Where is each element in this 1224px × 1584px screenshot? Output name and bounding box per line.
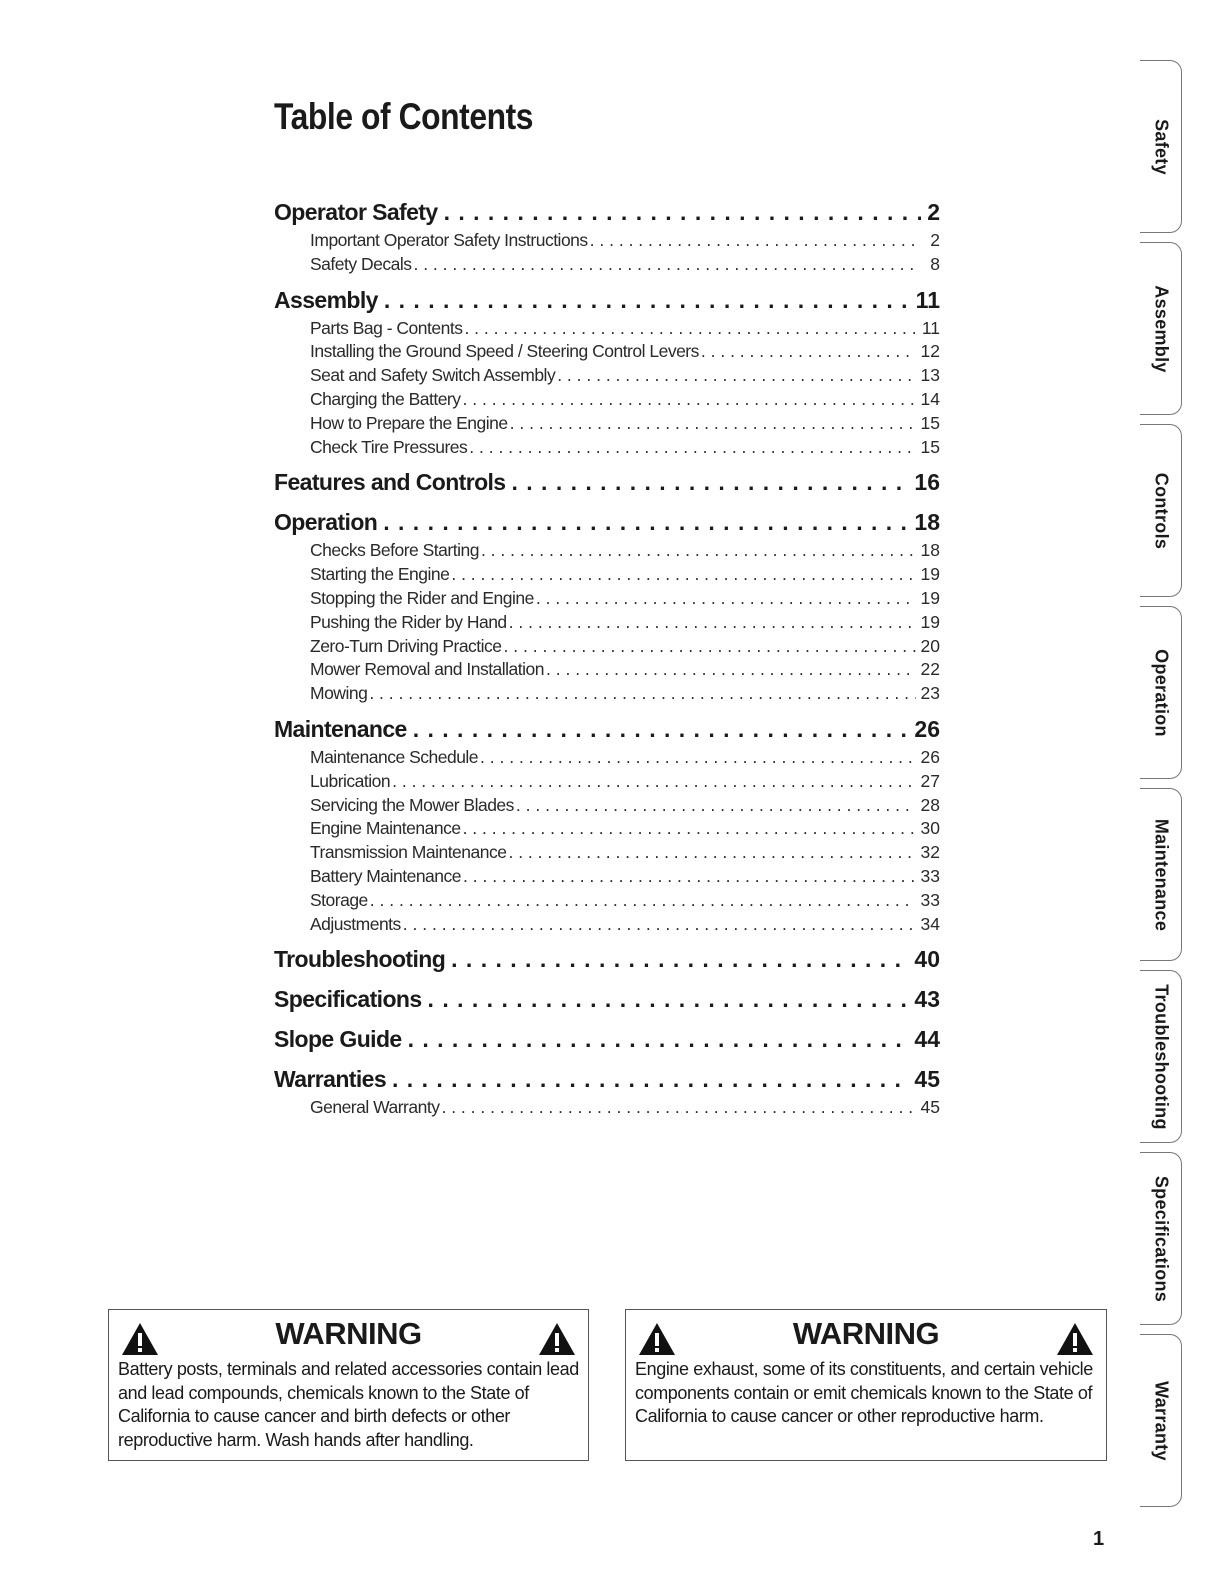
toc-section-slope-guide bbox=[274, 1023, 940, 1056]
page-ref: 45 bbox=[914, 1066, 940, 1093]
tab-troubleshooting[interactable] bbox=[1140, 970, 1182, 1143]
entry-title: Maintenance Schedule bbox=[310, 746, 479, 767]
dot-leader bbox=[451, 563, 916, 587]
toc-section-heading[interactable] bbox=[274, 196, 940, 229]
toc-section-troubleshooting bbox=[274, 943, 940, 976]
dot-leader bbox=[508, 841, 916, 865]
dot-leader bbox=[481, 539, 916, 563]
entry-title: Seat and Safety Switch Assembly bbox=[310, 365, 556, 386]
dot-leader bbox=[413, 253, 916, 277]
page-title: Table of Contents bbox=[274, 96, 534, 137]
page-ref: 2 bbox=[930, 230, 940, 250]
entry-title: How to Prepare the Engine bbox=[310, 412, 508, 433]
toc-entry[interactable] bbox=[274, 817, 940, 841]
warning-text: Battery posts, terminals and related accessories contain lead and lead compounds, chemicals known to the State of California to cause cancer and birth defects or other reproductive harm. Wash hands after handling. bbox=[118, 1359, 579, 1450]
engine-exhaust-warning-box bbox=[625, 1309, 1107, 1461]
page-ref: 33 bbox=[920, 865, 940, 886]
tab-operation[interactable] bbox=[1140, 606, 1182, 779]
tab-label: Maintenance bbox=[1151, 818, 1171, 931]
warning-heading: WARNING bbox=[275, 1316, 422, 1351]
page-ref: 34 bbox=[920, 913, 940, 934]
dot-leader bbox=[464, 317, 916, 341]
toc-entry[interactable] bbox=[274, 682, 940, 706]
dot-leader bbox=[509, 611, 916, 635]
toc-entry[interactable] bbox=[274, 436, 940, 460]
tab-maintenance[interactable] bbox=[1140, 788, 1182, 961]
toc-entry[interactable] bbox=[274, 746, 940, 770]
entry-title: Pushing the Rider by Hand bbox=[310, 611, 507, 632]
warning-triangle-icon bbox=[538, 1322, 576, 1356]
entry-title: Checks Before Starting bbox=[310, 540, 479, 561]
toc-entry[interactable] bbox=[274, 913, 940, 937]
dot-leader bbox=[463, 817, 916, 841]
page-ref: 8 bbox=[930, 253, 940, 274]
entry-title: Safety Decals bbox=[310, 253, 412, 274]
toc-section-operation bbox=[274, 506, 940, 706]
toc-entry[interactable] bbox=[274, 340, 940, 364]
dot-leader bbox=[480, 746, 916, 770]
dot-leader bbox=[403, 913, 916, 937]
page-ref: 18 bbox=[920, 540, 940, 561]
toc-section-heading[interactable] bbox=[274, 943, 940, 976]
dot-leader bbox=[557, 364, 916, 388]
page-ref: 26 bbox=[920, 746, 940, 767]
tab-label: Safety bbox=[1151, 118, 1171, 175]
entry-title: Parts Bag - Contents bbox=[310, 317, 463, 338]
dot-leader bbox=[451, 943, 908, 976]
page-ref: 19 bbox=[920, 611, 940, 632]
page-ref: 12 bbox=[920, 341, 940, 362]
entry-title: General Warranty bbox=[310, 1097, 440, 1118]
page-ref: 11 bbox=[915, 286, 940, 313]
entry-title: Specifications bbox=[274, 986, 422, 1013]
dot-leader bbox=[701, 340, 916, 364]
battery-warning-box bbox=[108, 1309, 589, 1461]
toc-section-maintenance bbox=[274, 713, 940, 936]
dot-leader bbox=[469, 436, 916, 460]
warning-triangle-icon bbox=[1056, 1322, 1094, 1356]
dot-leader bbox=[383, 506, 908, 539]
tab-specifications[interactable] bbox=[1140, 1152, 1182, 1325]
entry-title: Starting the Engine bbox=[310, 564, 450, 585]
table-of-contents bbox=[274, 196, 940, 1127]
dot-leader bbox=[444, 196, 922, 229]
entry-title: Important Operator Safety Instructions bbox=[310, 230, 588, 250]
toc-section-heading[interactable] bbox=[274, 1023, 940, 1056]
dot-leader bbox=[392, 770, 916, 794]
toc-entry[interactable] bbox=[274, 865, 940, 889]
entry-title: Storage bbox=[310, 889, 368, 910]
toc-entry[interactable] bbox=[274, 889, 940, 913]
tab-label: Operation bbox=[1151, 648, 1171, 737]
dot-leader bbox=[428, 983, 909, 1016]
tab-label: Controls bbox=[1151, 472, 1171, 549]
dot-leader bbox=[546, 658, 916, 682]
dot-leader bbox=[441, 1096, 916, 1120]
page-ref: 22 bbox=[920, 659, 940, 680]
page-ref: 40 bbox=[914, 946, 940, 973]
page-ref: 28 bbox=[920, 794, 940, 815]
toc-section-heading[interactable] bbox=[274, 506, 940, 539]
toc-entry[interactable] bbox=[274, 388, 940, 412]
toc-entry[interactable] bbox=[274, 587, 940, 611]
page-ref: 16 bbox=[914, 469, 940, 496]
dot-leader bbox=[408, 1023, 909, 1056]
entry-title: Lubrication bbox=[310, 770, 391, 791]
warning-text: Engine exhaust, some of its constituents, and certain vehicle components contain or emit chemicals known to the State of California to cause cancer or other reproductive harm. bbox=[635, 1359, 1093, 1426]
toc-entry[interactable] bbox=[274, 841, 940, 865]
toc-entry[interactable] bbox=[274, 611, 940, 635]
toc-entry[interactable] bbox=[274, 658, 940, 682]
tab-label: Warranty bbox=[1151, 1380, 1171, 1461]
tab-safety[interactable] bbox=[1140, 60, 1182, 233]
entry-title: Engine Maintenance bbox=[310, 818, 461, 839]
page-ref: 30 bbox=[920, 818, 940, 839]
page-ref: 33 bbox=[920, 889, 940, 910]
dot-leader bbox=[370, 889, 916, 913]
entry-title: Adjustments bbox=[310, 913, 401, 934]
page-ref: 13 bbox=[920, 365, 940, 386]
toc-section-warranties bbox=[274, 1063, 940, 1120]
toc-section-heading[interactable] bbox=[274, 466, 940, 499]
entry-title: Troubleshooting bbox=[274, 946, 446, 973]
page-ref: 20 bbox=[920, 635, 940, 656]
dot-leader bbox=[536, 587, 916, 611]
toc-entry[interactable] bbox=[274, 364, 940, 388]
toc-section-features-and-controls bbox=[274, 466, 940, 499]
entry-title: Mowing bbox=[310, 683, 368, 704]
entry-title: Installing the Ground Speed / Steering Control Levers bbox=[310, 341, 699, 362]
toc-entry[interactable] bbox=[274, 412, 940, 436]
dot-leader bbox=[510, 412, 916, 436]
entry-title: Maintenance bbox=[274, 715, 407, 742]
dot-leader bbox=[516, 794, 916, 818]
toc-section-heading[interactable] bbox=[274, 1063, 940, 1096]
page-ref: 18 bbox=[914, 509, 940, 536]
toc-entry[interactable] bbox=[274, 1096, 940, 1120]
tab-label: Troubleshooting bbox=[1151, 983, 1171, 1130]
page-ref: 23 bbox=[920, 683, 940, 704]
page-ref: 19 bbox=[920, 564, 940, 585]
dot-leader bbox=[369, 682, 916, 706]
page-ref: 15 bbox=[920, 412, 940, 433]
entry-title: Features and Controls bbox=[274, 469, 506, 496]
dot-leader bbox=[504, 635, 916, 659]
entry-title: Operator Safety bbox=[274, 199, 438, 225]
page-number: 1 bbox=[1093, 1528, 1105, 1550]
page-ref: 45 bbox=[920, 1097, 940, 1118]
entry-title: Servicing the Mower Blades bbox=[310, 794, 514, 815]
toc-entry[interactable] bbox=[274, 794, 940, 818]
page-ref: 26 bbox=[914, 715, 940, 742]
page-ref: 11 bbox=[921, 317, 940, 338]
entry-title: Transmission Maintenance bbox=[310, 842, 507, 863]
toc-entry[interactable] bbox=[274, 229, 940, 253]
toc-section-specifications bbox=[274, 983, 940, 1016]
tab-assembly[interactable] bbox=[1140, 242, 1182, 415]
dot-leader bbox=[463, 865, 916, 889]
dot-leader bbox=[463, 388, 916, 412]
entry-title: Slope Guide bbox=[274, 1026, 402, 1053]
page-ref: 2 bbox=[927, 199, 940, 225]
page-ref: 27 bbox=[920, 770, 940, 791]
tab-warranty[interactable] bbox=[1140, 1334, 1182, 1507]
toc-section-assembly bbox=[274, 284, 940, 460]
warning-heading: WARNING bbox=[792, 1316, 940, 1351]
entry-title: Zero-Turn Driving Practice bbox=[310, 635, 502, 656]
page-ref: 43 bbox=[914, 986, 940, 1013]
dot-leader bbox=[413, 713, 909, 746]
toc-entry[interactable] bbox=[274, 563, 940, 587]
toc-section-heading[interactable] bbox=[274, 284, 940, 317]
toc-section-heading[interactable] bbox=[274, 713, 940, 746]
toc-entry[interactable] bbox=[274, 635, 940, 659]
tab-label: Specifications bbox=[1151, 1175, 1171, 1302]
tab-controls[interactable] bbox=[1140, 424, 1182, 597]
page-ref: 15 bbox=[920, 436, 940, 457]
page-ref: 19 bbox=[920, 587, 940, 608]
dot-leader bbox=[384, 284, 910, 317]
toc-entry[interactable] bbox=[274, 770, 940, 794]
dot-leader bbox=[512, 466, 909, 499]
entry-title: Battery Maintenance bbox=[310, 865, 462, 886]
entry-title: Charging the Battery bbox=[310, 388, 461, 409]
toc-section-operator-safety bbox=[274, 196, 940, 277]
entry-title: Mower Removal and Installation bbox=[310, 659, 545, 680]
tab-label: Assembly bbox=[1151, 284, 1171, 373]
dot-leader bbox=[590, 229, 916, 253]
entry-title: Check Tire Pressures bbox=[310, 436, 468, 457]
toc-section-heading[interactable] bbox=[274, 983, 940, 1016]
toc-entry[interactable] bbox=[274, 317, 940, 341]
entry-title: Warranties bbox=[274, 1066, 387, 1093]
page-ref: 14 bbox=[920, 388, 940, 409]
entry-title: Assembly bbox=[274, 286, 378, 313]
page-ref: 44 bbox=[914, 1026, 940, 1053]
entry-title: Stopping the Rider and Engine bbox=[310, 587, 534, 608]
toc-entry[interactable] bbox=[274, 253, 940, 277]
dot-leader bbox=[392, 1063, 908, 1096]
page-ref: 32 bbox=[920, 842, 940, 863]
toc-entry[interactable] bbox=[274, 539, 940, 563]
entry-title: Operation bbox=[274, 509, 378, 536]
